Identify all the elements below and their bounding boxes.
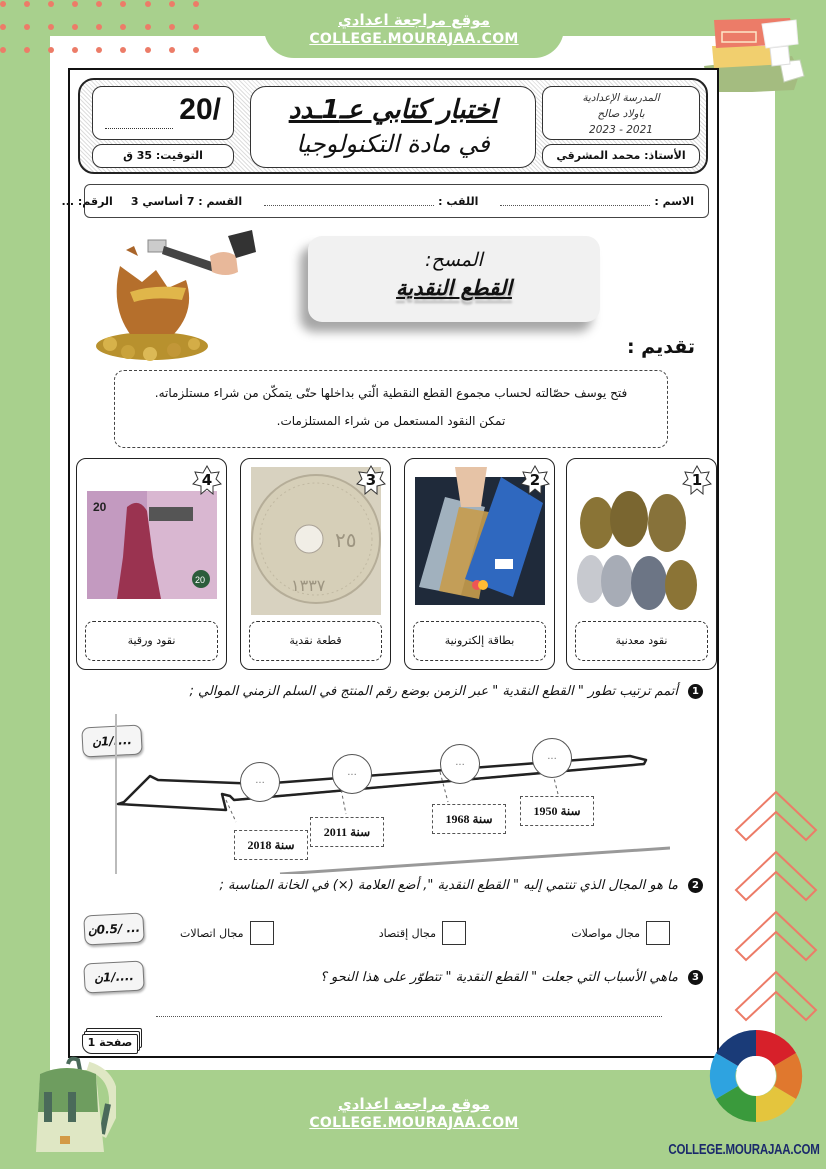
timeline	[110, 714, 670, 874]
subject-name: القطع النقدية	[396, 276, 512, 300]
mark-chip-q3: ..../1ن	[83, 960, 144, 993]
mark-chip-q1: ..../1ن	[81, 724, 142, 757]
timeline-year: سنة 1968	[432, 804, 506, 834]
question-number: 1	[688, 684, 703, 699]
svg-text:١٣٣٧: ١٣٣٧	[291, 576, 326, 595]
question-2	[220, 878, 704, 893]
card-caption: نقود ورقية	[85, 621, 218, 661]
option-label: مجال إقتصاد	[378, 926, 437, 940]
card-metal-coins	[566, 458, 717, 670]
backpack-icon	[16, 1056, 116, 1156]
surname-field[interactable]	[260, 195, 478, 208]
option-economy[interactable]	[379, 921, 466, 945]
name-blank[interactable]	[500, 196, 650, 206]
timeline-slot[interactable]: ...	[240, 762, 280, 802]
card-credit-cards	[404, 458, 555, 670]
broken-piggy-bank-image	[90, 226, 260, 366]
college-mourajaa-logo[interactable]	[696, 1024, 816, 1142]
name-field[interactable]	[496, 195, 694, 208]
question-1	[189, 684, 703, 699]
site-banner-arabic: موقع مراجعة اعدادي	[338, 1095, 490, 1113]
intro-box	[114, 370, 668, 448]
site-banner-bottom[interactable]	[264, 1082, 564, 1142]
question-number: 3	[688, 970, 703, 985]
card-number: 2	[529, 471, 541, 489]
class-label: القسم : 7 أساسي 3	[130, 194, 243, 208]
timeline-year: سنة 1950	[520, 796, 594, 826]
school-box	[542, 86, 700, 140]
card-number: 4	[201, 471, 213, 489]
question-number: 2	[688, 878, 703, 893]
card-caption: نقود معدنية	[575, 621, 708, 661]
intro-line-1: فتح يوسف حصّالته لحساب مجموع القطع النقطية الّتي بداخلها حتّى يتمكّن من شراء مستلزماته.	[154, 386, 628, 400]
number-field[interactable]	[61, 195, 112, 208]
timeline-slot[interactable]: ...	[440, 744, 480, 784]
card-caption: بطاقة إلكترونية	[413, 621, 546, 661]
intro-title: تقديم :	[626, 336, 695, 358]
score-box	[92, 86, 234, 140]
site-banner-url[interactable]: COLLEGE.MOURAJAA.COM	[309, 1115, 519, 1131]
subject-box	[308, 236, 600, 322]
money-cards	[76, 458, 716, 670]
svg-text:٢٥: ٢٥	[335, 528, 357, 552]
card-number: 3	[365, 471, 377, 489]
school-location: باولاد صالح	[597, 108, 645, 120]
site-banner-url[interactable]: COLLEGE.MOURAJAA.COM	[309, 31, 519, 47]
timeline-year: سنة 2018	[234, 830, 308, 860]
question-3	[320, 970, 703, 985]
question-text: ماهي الأسباب التي جعلت " القطع النقدية " تتطوّر على هذا النحو ؟	[319, 970, 678, 985]
checkbox[interactable]	[646, 921, 670, 945]
option-label: مجال اتصالات	[180, 926, 244, 940]
checkbox[interactable]	[442, 921, 466, 945]
teacher-name: الأستاذ: محمد المشرقي	[542, 144, 700, 168]
answer-line-q3[interactable]	[156, 1016, 662, 1017]
card-number: 1	[691, 471, 703, 489]
number-label: الرقم: ...	[61, 194, 113, 208]
school-name: المدرسة الإعدادية	[582, 92, 660, 104]
card-old-coin	[240, 458, 391, 670]
site-banner-arabic: موقع مراجعة اعدادي	[338, 11, 490, 29]
student-info-row	[61, 184, 709, 218]
score-blank[interactable]	[105, 128, 173, 129]
school-year: 2021 - 2023	[589, 124, 653, 136]
exam-subject: في مادة التكنولوجيا	[296, 130, 490, 158]
class-field	[131, 195, 242, 208]
total-score: 20/	[179, 93, 221, 126]
card-banknote	[76, 458, 227, 670]
intro-line-2: تمكن النقود المستعمل من شراء المستلزمات.	[276, 414, 506, 428]
site-banner-top[interactable]	[264, 0, 564, 58]
option-communications[interactable]	[180, 921, 273, 945]
timeline-arrow	[110, 714, 670, 874]
question-text: ما هو المجال الذي تنتمي إليه " القطع النقدية ", أضع العلامة (×) في الخانة المناسبة ;	[219, 878, 678, 893]
question-text: أتمم ترتيب تطور " القطع النقدية " عبر الزمن بوضع رقم المنتج في السلم الزمني الموالي ;	[189, 684, 678, 699]
surname-label: اللقب :	[438, 194, 479, 208]
page-number: صفحة 1	[87, 1036, 133, 1049]
exam-title-box	[250, 86, 536, 168]
subject-label: المسح:	[425, 249, 483, 271]
svg-text:20: 20	[195, 575, 206, 585]
mark-chip-q2: ... /0.5ن	[83, 912, 144, 945]
surname-blank[interactable]	[264, 196, 434, 206]
logo-text: COLLEGE.MOURAJAA.COM	[668, 1142, 820, 1158]
option-transport[interactable]	[571, 921, 670, 945]
chevron-up-decoration-icon	[732, 790, 820, 1040]
domain-options	[180, 918, 670, 948]
svg-text:20: 20	[93, 500, 107, 514]
card-caption: قطعة نقدية	[249, 621, 382, 661]
name-label: الاسم :	[654, 194, 694, 208]
page-indicator	[76, 1028, 142, 1052]
timeline-slot[interactable]: ...	[532, 738, 572, 778]
exam-page	[61, 68, 719, 1058]
exam-header	[78, 78, 708, 174]
time-allowed: التوقيت: 35 ق	[92, 144, 234, 168]
timeline-year: سنة 2011	[310, 817, 384, 847]
checkbox[interactable]	[250, 921, 274, 945]
exam-title: اختبار كتابي عـ1ـدد	[288, 95, 498, 125]
dot-pattern-decoration	[0, 0, 200, 60]
option-label: مجال مواصلات	[571, 926, 640, 940]
timeline-slot[interactable]: ...	[332, 754, 372, 794]
